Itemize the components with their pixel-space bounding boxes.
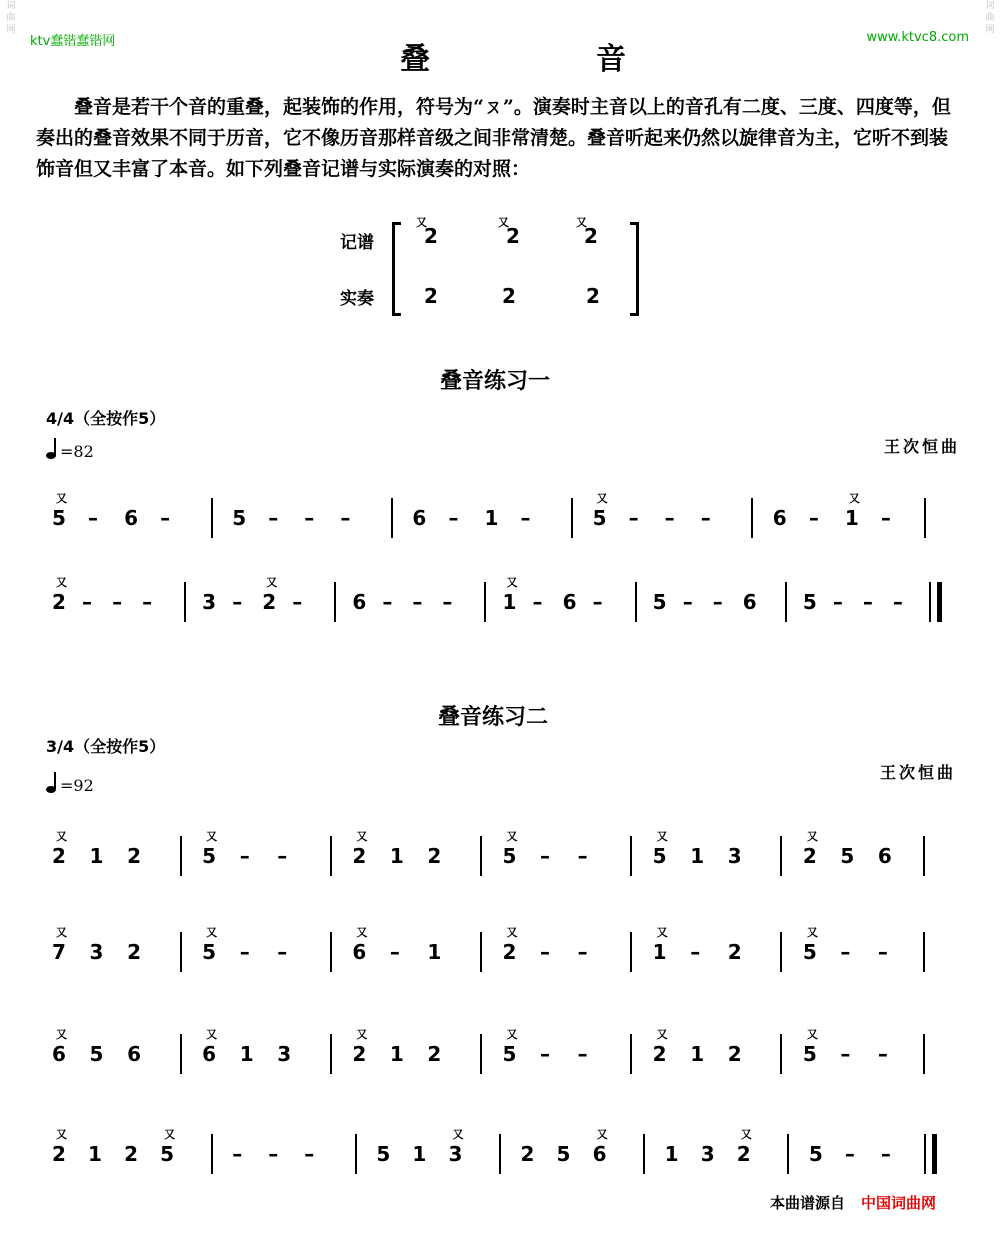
quarter-note-icon <box>46 452 56 459</box>
barline <box>211 1134 213 1174</box>
note: 1 <box>89 844 104 868</box>
barline <box>780 836 782 876</box>
dash-extension: – <box>532 590 543 614</box>
barline <box>630 836 632 876</box>
dash-extension: – <box>292 590 303 614</box>
note: 2 <box>262 590 277 614</box>
ornament-mark: 又 <box>56 926 67 939</box>
barline <box>211 498 213 538</box>
note: 2 <box>52 844 66 868</box>
exercise2-meter: 3/4（全按作5） <box>46 737 166 756</box>
note: 5 <box>652 844 667 868</box>
header-watermark-left: ktv蠢锴蠢锴网 <box>30 34 116 49</box>
note: 1 <box>412 1142 427 1166</box>
barline <box>630 1034 632 1074</box>
note: 2 <box>736 1142 751 1166</box>
barline <box>923 932 925 972</box>
barline <box>180 836 182 876</box>
barline <box>391 498 393 538</box>
comparison-note: 又 2 <box>498 216 520 248</box>
exercise1-tempo: =82 <box>46 442 94 461</box>
note: 2 <box>652 1042 667 1066</box>
note: 7 <box>52 940 66 964</box>
ornament-mark: 又 <box>206 830 218 843</box>
exercise1-composer: 王次恒曲 <box>884 437 961 456</box>
note: 2 <box>520 1142 535 1166</box>
ornament-mark: 又 <box>806 1028 818 1041</box>
notation-label: 记谱 <box>340 233 374 253</box>
note: 3 <box>202 590 217 614</box>
barline <box>635 582 637 622</box>
exercise2-line3 <box>46 1024 967 1084</box>
dash-extension: – <box>700 506 711 530</box>
note: 6 <box>592 1142 607 1166</box>
note: 2 <box>52 590 66 614</box>
dash-extension: – <box>577 940 588 964</box>
barline <box>480 836 482 876</box>
note: 2 <box>427 1042 442 1066</box>
dash-extension: – <box>112 590 123 614</box>
notation-comparison <box>340 218 650 318</box>
note: 5 <box>652 590 667 614</box>
ornament-mark: 又 <box>656 926 668 939</box>
ornament-mark: 又 <box>56 492 67 505</box>
ornament-mark: 又 <box>506 576 518 589</box>
note: 5 <box>202 940 217 964</box>
note: 5 <box>502 1042 517 1066</box>
exercise2-line4 <box>46 1124 967 1184</box>
dash-extension: – <box>442 590 453 614</box>
barline <box>180 1034 182 1074</box>
header-watermark-right: www.ktvc8.com <box>866 30 969 45</box>
ornament-mark: 又 <box>848 492 860 505</box>
ornament-mark: 又 <box>356 1028 368 1041</box>
dash-extension: – <box>808 506 819 530</box>
note: 6 <box>412 506 427 530</box>
dash-extension: – <box>239 940 250 964</box>
note: 5 <box>376 1142 391 1166</box>
note: 2 <box>52 1142 66 1166</box>
comparison-note: 2 <box>586 284 600 308</box>
ornament-mark: 又 <box>506 830 518 843</box>
ornament-mark: 又 <box>56 830 67 843</box>
dash-extension: – <box>160 506 171 530</box>
comparison-note: 又 2 <box>416 216 438 248</box>
note: 1 <box>239 1042 254 1066</box>
note: 1 <box>664 1142 679 1166</box>
dash-extension: – <box>340 506 351 530</box>
left-bracket <box>392 222 401 316</box>
barline <box>787 1134 789 1174</box>
dash-extension: – <box>277 844 288 868</box>
exercise2-title: 叠音练习二 <box>438 705 549 730</box>
dash-extension: – <box>389 940 400 964</box>
note: 5 <box>89 1042 104 1066</box>
note: 6 <box>127 1042 141 1066</box>
note: 3 <box>448 1142 463 1166</box>
dash-extension: – <box>880 1142 891 1166</box>
note: 2 <box>127 940 141 964</box>
comparison-note: 又 2 <box>576 216 598 248</box>
dash-extension: – <box>304 506 315 530</box>
note: 2 <box>727 1042 742 1066</box>
barline <box>480 932 482 972</box>
ornament-mark: 又 <box>452 1128 464 1141</box>
dash-extension: – <box>232 1142 243 1166</box>
dash-extension: – <box>690 940 701 964</box>
ornament-mark: 又 <box>164 1128 176 1141</box>
comparison-note: 2 <box>502 284 516 308</box>
barline <box>924 498 926 538</box>
note: 1 <box>690 844 705 868</box>
dash-extension: – <box>232 590 243 614</box>
note: 5 <box>808 1142 823 1166</box>
note: 2 <box>352 1042 367 1066</box>
final-barline <box>924 1134 937 1174</box>
barline <box>571 498 573 538</box>
note: 5 <box>802 1042 817 1066</box>
barline <box>484 582 486 622</box>
exercise1-line1 <box>46 488 967 548</box>
note: 2 <box>727 940 742 964</box>
note: 2 <box>427 844 442 868</box>
barline <box>180 932 182 972</box>
note: 2 <box>352 844 367 868</box>
source-prefix: 本曲谱源自 <box>770 1194 846 1212</box>
note: 5 <box>160 1142 175 1166</box>
note: 3 <box>700 1142 715 1166</box>
dash-extension: – <box>862 590 873 614</box>
dash-extension: – <box>142 590 153 614</box>
dash-extension: – <box>840 1042 851 1066</box>
note: 1 <box>844 506 859 530</box>
ornament-mark: 又 <box>266 576 278 589</box>
exercise2-line2 <box>46 922 967 982</box>
barline <box>751 498 753 538</box>
ornament-mark: 又 <box>656 1028 668 1041</box>
note: 5 <box>802 590 817 614</box>
exercise2-composer: 王次恒曲 <box>880 763 957 782</box>
dash-extension: – <box>277 940 288 964</box>
barline <box>499 1134 501 1174</box>
dash-extension: – <box>520 506 531 530</box>
dash-extension: – <box>880 506 891 530</box>
exercise1-line2 <box>46 572 967 632</box>
intro-paragraph: 叠音是若干个音的重叠，起装饰的作用，符号为“ㄡ”。演奏时主音以上的音孔有二度、三度、四度等，但奏出的叠音效果不同于历音，它不像历音那样音级之间非常清楚。叠音听起来仍然以旋律音为主，它听不到装饰音但又丰富了本音。如下列叠音记谱与实际演奏的对照： <box>36 96 951 180</box>
margin-watermark-left: 词曲网 <box>6 1 16 35</box>
dash-extension: – <box>712 590 723 614</box>
ornament-mark: 又 <box>740 1128 752 1141</box>
note: 2 <box>127 844 141 868</box>
note: 1 <box>389 844 404 868</box>
exercise2-line1 <box>46 826 967 886</box>
dash-extension: – <box>877 1042 888 1066</box>
dash-extension: – <box>844 1142 855 1166</box>
ornament-mark: 又 <box>206 1028 218 1041</box>
note: 2 <box>802 844 817 868</box>
dash-extension: – <box>577 1042 588 1066</box>
quarter-note-icon <box>46 786 56 793</box>
note: 6 <box>124 506 138 530</box>
note: 3 <box>89 940 104 964</box>
dash-extension: – <box>540 844 551 868</box>
note: 1 <box>652 940 667 964</box>
note: 1 <box>690 1042 705 1066</box>
note: 1 <box>484 506 499 530</box>
dash-extension: – <box>239 844 250 868</box>
margin-watermark-right: 词曲网 <box>985 1 995 35</box>
dash-extension: – <box>664 506 675 530</box>
note: 5 <box>802 940 817 964</box>
ornament-mark: 又 <box>596 492 608 505</box>
dash-extension: – <box>448 506 459 530</box>
note: 6 <box>562 590 577 614</box>
barline <box>330 836 332 876</box>
barline <box>780 932 782 972</box>
ornament-mark: 又 <box>356 830 368 843</box>
note: 3 <box>277 1042 292 1066</box>
dash-extension: – <box>382 590 393 614</box>
note: 1 <box>502 590 517 614</box>
barline <box>330 1034 332 1074</box>
page-title: 叠 音 <box>400 42 694 77</box>
note: 6 <box>772 506 787 530</box>
ornament-mark: 又 <box>506 926 518 939</box>
performance-label: 实奏 <box>340 289 374 309</box>
exercise1-title: 叠音练习一 <box>440 369 551 394</box>
barline <box>184 582 186 622</box>
dash-extension: – <box>840 940 851 964</box>
note: 2 <box>502 940 517 964</box>
dash-extension: – <box>682 590 693 614</box>
dash-extension: – <box>304 1142 315 1166</box>
barline <box>355 1134 357 1174</box>
ornament-mark: 又 <box>806 926 818 939</box>
barline <box>330 932 332 972</box>
note: 5 <box>202 844 217 868</box>
ornament-mark: 又 <box>56 1028 67 1041</box>
barline <box>923 836 925 876</box>
barline <box>630 932 632 972</box>
note: 5 <box>592 506 607 530</box>
note: 5 <box>232 506 247 530</box>
note: 5 <box>502 844 517 868</box>
barline <box>785 582 787 622</box>
ornament-mark: 又 <box>506 1028 518 1041</box>
dash-extension: – <box>88 506 99 530</box>
final-barline <box>929 582 942 622</box>
note: 2 <box>124 1142 138 1166</box>
source-site-link[interactable]: 中国词曲网 <box>861 1194 937 1212</box>
dash-extension: – <box>832 590 843 614</box>
barline <box>923 1034 925 1074</box>
right-bracket <box>630 222 639 316</box>
note: 6 <box>877 844 892 868</box>
comparison-note: 2 <box>424 284 438 308</box>
ornament-mark: 又 <box>806 830 818 843</box>
dash-extension: – <box>877 940 888 964</box>
exercise2-tempo: =92 <box>46 776 94 795</box>
note: 5 <box>556 1142 571 1166</box>
note: 1 <box>427 940 442 964</box>
note: 6 <box>742 590 757 614</box>
dash-extension: – <box>82 590 93 614</box>
note: 6 <box>352 590 367 614</box>
ornament-mark: 又 <box>356 926 368 939</box>
dash-extension: – <box>540 940 551 964</box>
dash-extension: – <box>628 506 639 530</box>
barline <box>334 582 336 622</box>
note: 1 <box>88 1142 102 1166</box>
dash-extension: – <box>412 590 423 614</box>
note: 6 <box>52 1042 66 1066</box>
dash-extension: – <box>540 1042 551 1066</box>
ornament-mark: 又 <box>656 830 668 843</box>
ornament-mark: 又 <box>206 926 218 939</box>
barline <box>480 1034 482 1074</box>
barline <box>643 1134 645 1174</box>
note: 1 <box>389 1042 404 1066</box>
dash-extension: – <box>592 590 603 614</box>
note: 3 <box>727 844 742 868</box>
note: 6 <box>352 940 367 964</box>
dash-extension: – <box>577 844 588 868</box>
ornament-mark: 又 <box>56 576 67 589</box>
dash-extension: – <box>268 1142 279 1166</box>
ornament-mark: 又 <box>596 1128 608 1141</box>
ornament-mark: 又 <box>56 1128 67 1141</box>
dash-extension: – <box>268 506 279 530</box>
exercise1-meter: 4/4（全按作5） <box>46 409 166 428</box>
note: 5 <box>840 844 855 868</box>
note: 6 <box>202 1042 217 1066</box>
note: 5 <box>52 506 66 530</box>
barline <box>780 1034 782 1074</box>
dash-extension: – <box>892 590 903 614</box>
source-credit <box>770 1192 936 1213</box>
